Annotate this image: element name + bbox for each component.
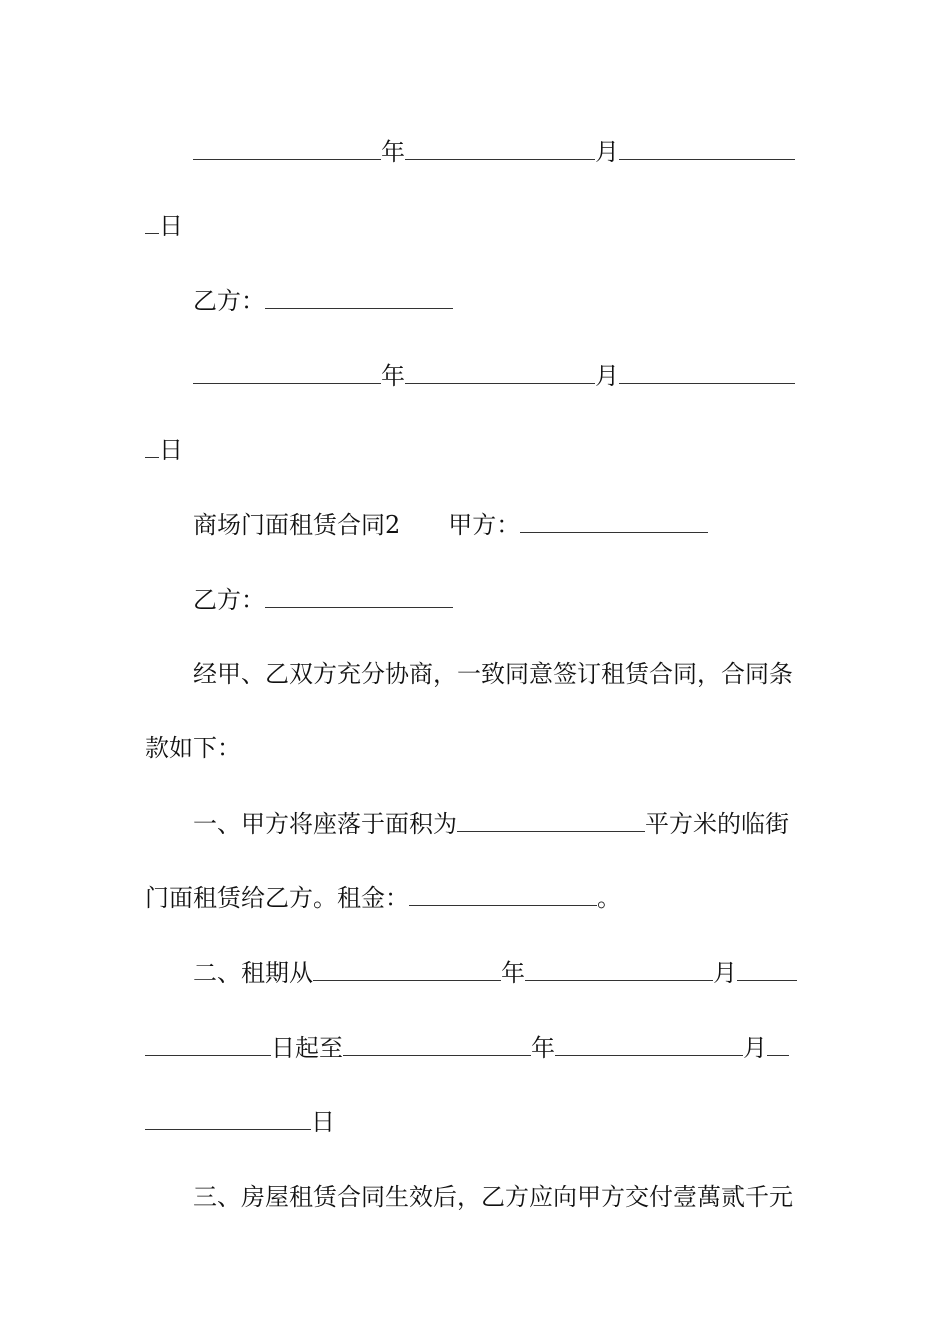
party-b-label: 乙方： xyxy=(193,287,265,315)
clause-1-text: 一、甲方将座落于面积为 xyxy=(193,810,457,838)
year-label: 年 xyxy=(381,362,405,390)
clause-2-cont-text: 日起至 xyxy=(271,1034,343,1062)
month-label: 月 xyxy=(713,959,737,987)
blank-end-day[interactable] xyxy=(767,1033,789,1056)
blank-start-day-cont[interactable] xyxy=(145,1033,271,1056)
day-label: 日 xyxy=(159,212,183,240)
blank-day-2[interactable] xyxy=(619,361,795,384)
contract-title: 商场门面租赁合同2 xyxy=(193,511,401,539)
party-b-line-2 xyxy=(193,584,453,616)
month-label: 月 xyxy=(595,362,619,390)
date-line-2 xyxy=(193,360,795,392)
paragraph-intro-cont xyxy=(145,732,241,764)
blank-party-b-1[interactable] xyxy=(265,286,453,309)
blank-day-2-cont[interactable] xyxy=(145,435,159,458)
year-label: 年 xyxy=(531,1034,555,1062)
period-mark: 。 xyxy=(597,884,621,912)
intro-text-cont: 款如下： xyxy=(145,734,241,762)
blank-end-month[interactable] xyxy=(555,1033,743,1056)
year-label: 年 xyxy=(381,138,405,166)
blank-year-2[interactable] xyxy=(193,361,381,384)
blank-month-1[interactable] xyxy=(405,137,595,160)
clause-2-text: 二、租期从 xyxy=(193,959,313,987)
clause-3 xyxy=(193,1181,793,1213)
clause-1-cont-text: 门面租赁给乙方。租金： xyxy=(145,884,409,912)
clause-3-text: 三、房屋租赁合同生效后，乙方应向甲方交付壹萬贰千元 xyxy=(193,1183,793,1211)
clause-1-text-2: 平方米的临街 xyxy=(645,810,789,838)
year-label: 年 xyxy=(501,959,525,987)
party-b-label: 乙方： xyxy=(193,586,265,614)
blank-area[interactable] xyxy=(457,809,645,832)
blank-day-1-cont[interactable] xyxy=(145,211,159,234)
date-line-1 xyxy=(193,136,795,168)
paragraph-intro xyxy=(193,658,793,690)
blank-month-2[interactable] xyxy=(405,361,595,384)
clause-2-cont-2 xyxy=(145,1106,335,1138)
clause-2-cont xyxy=(145,1032,789,1064)
contract-title-line xyxy=(193,509,708,541)
blank-rent[interactable] xyxy=(409,883,597,906)
blank-day-1[interactable] xyxy=(619,137,795,160)
blank-end-year[interactable] xyxy=(343,1033,531,1056)
blank-party-a[interactable] xyxy=(520,510,708,533)
blank-party-b-2[interactable] xyxy=(265,585,453,608)
clause-1-cont xyxy=(145,882,621,914)
intro-text: 经甲、乙双方充分协商，一致同意签订租赁合同，合同条 xyxy=(193,660,793,688)
blank-year-1[interactable] xyxy=(193,137,381,160)
blank-start-month[interactable] xyxy=(525,958,713,981)
day-label: 日 xyxy=(159,436,183,464)
blank-end-day-cont[interactable] xyxy=(145,1107,311,1130)
month-label: 月 xyxy=(595,138,619,166)
date-line-2-cont xyxy=(145,434,183,466)
blank-start-day[interactable] xyxy=(737,958,797,981)
month-label: 月 xyxy=(743,1034,767,1062)
party-a-label: 甲方： xyxy=(448,511,521,539)
date-line-1-cont xyxy=(145,210,183,242)
clause-1 xyxy=(193,808,789,840)
blank-start-year[interactable] xyxy=(313,958,501,981)
day-label: 日 xyxy=(311,1108,335,1136)
party-b-line-1 xyxy=(193,285,453,317)
clause-2 xyxy=(193,957,797,989)
